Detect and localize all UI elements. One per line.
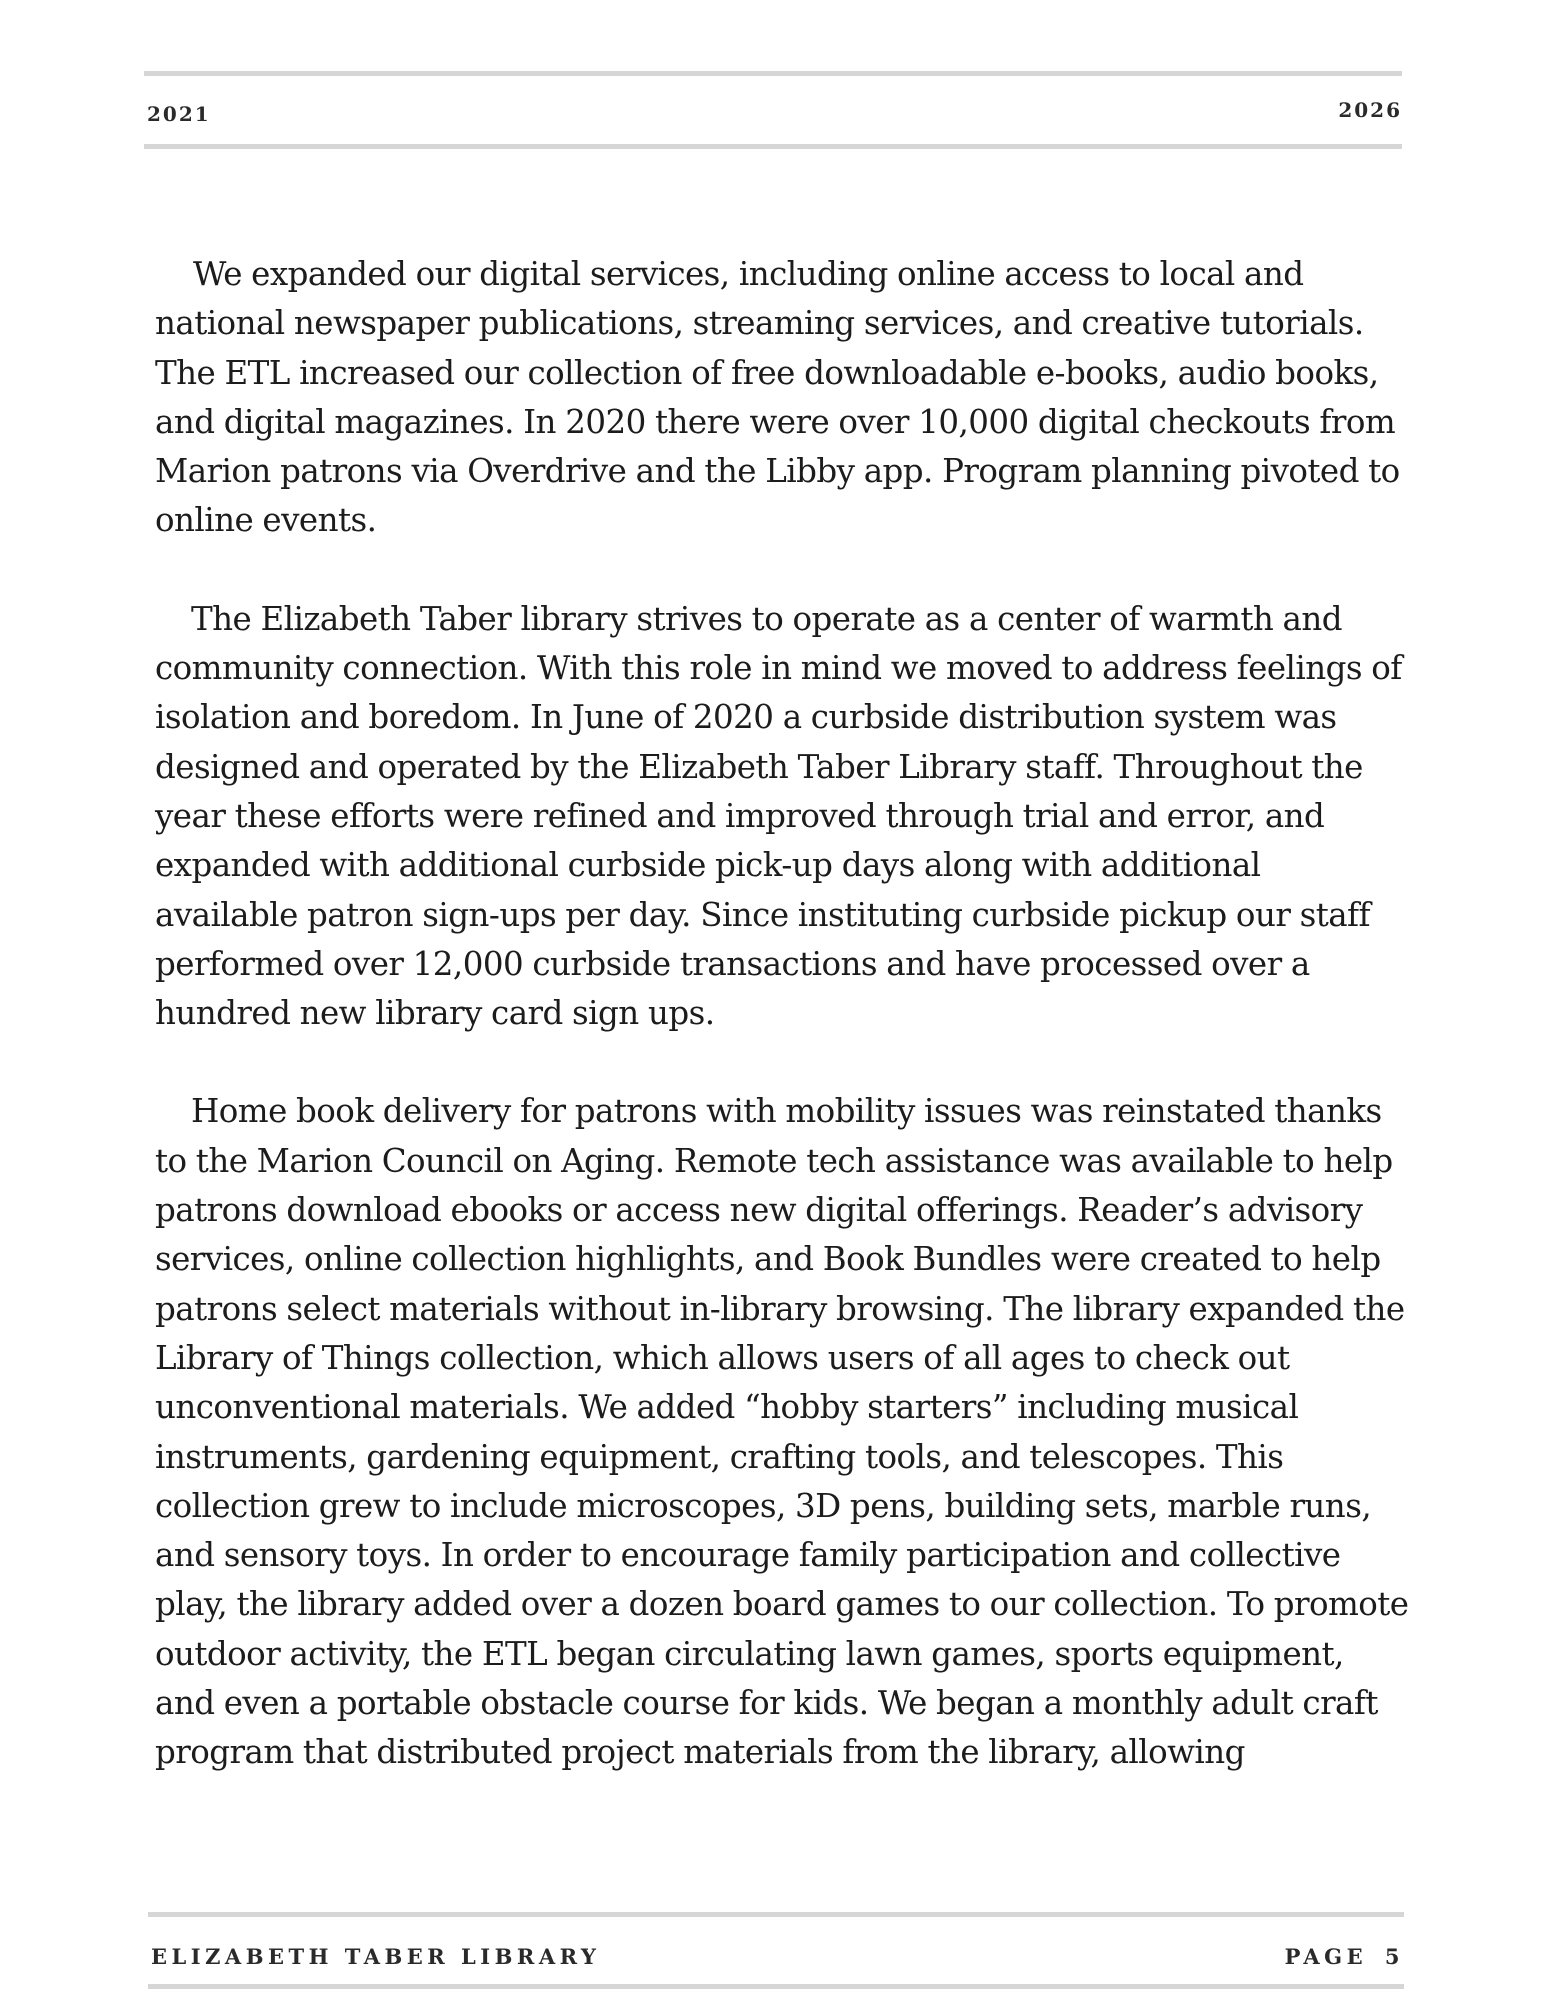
page-body xyxy=(155,250,1410,1827)
header-end-year: 2026 xyxy=(1338,98,1402,122)
header-bottom-rule xyxy=(144,144,1402,149)
footer-library-name: ELIZABETH TABER LIBRARY xyxy=(151,1944,601,1969)
header-top-rule xyxy=(144,71,1402,76)
body-paragraph-home-delivery: Home book delivery for patrons with mobility issues was reinstated thanks to the Marion Council on Aging. Remote tech assistance was available to help patrons download ebooks or access new digital offerings. Reader’s advisory services, online collection highlights, and Book Bundles were created to help patrons select materials without in-library browsing. The library expanded the Library of Things collection, which allows users of all ages to check out unconventional materials. We added “hobby starters” including musical instruments, gardening equipment, crafting tools, and telescopes. This collection grew to include microscopes, 3D pens, building sets, marble runs, and sensory toys. In order to encourage family participation and collective play, the library added over a dozen board games to our collection. To promote outdoor activity, the ETL began circulating lawn games, sports equipment, and even a portable obstacle course for kids. We began a monthly adult craft program that distributed project materials from the library, allowing xyxy=(155,1092,1409,1772)
footer-page-number: PAGE 5 xyxy=(1284,1944,1404,1969)
footer-top-rule xyxy=(148,1912,1404,1917)
footer-bottom-rule xyxy=(148,1984,1404,1989)
body-paragraph-curbside: The Elizabeth Taber library strives to operate as a center of warmth and community connection. With this role in mind we moved to address feelings of isolation and boredom. In June of 2020 a curbside distribution system was designed and operated by the Elizabeth Taber Library staff. Throughout the year these efforts were refined and improved through trial and error, and expanded with additional curbside pick-up days along with additional available patron sign-ups per day. Since instituting curbside pickup our staff performed over 12,000 curbside transactions and have processed over a hundred new library card sign ups. xyxy=(155,599,1402,1033)
body-paragraph-digital-services: We expanded our digital services, including online access to local and national newspaper publications, streaming services, and creative tutorials. The ETL increased our collection of free downloadable e-books, audio books, and digital magazines. In 2020 there were over 10,000 digital checkouts from Marion patrons via Overdrive and the Libby app. Program planning pivoted to online events. xyxy=(155,255,1400,540)
header-start-year: 2021 xyxy=(147,102,211,126)
